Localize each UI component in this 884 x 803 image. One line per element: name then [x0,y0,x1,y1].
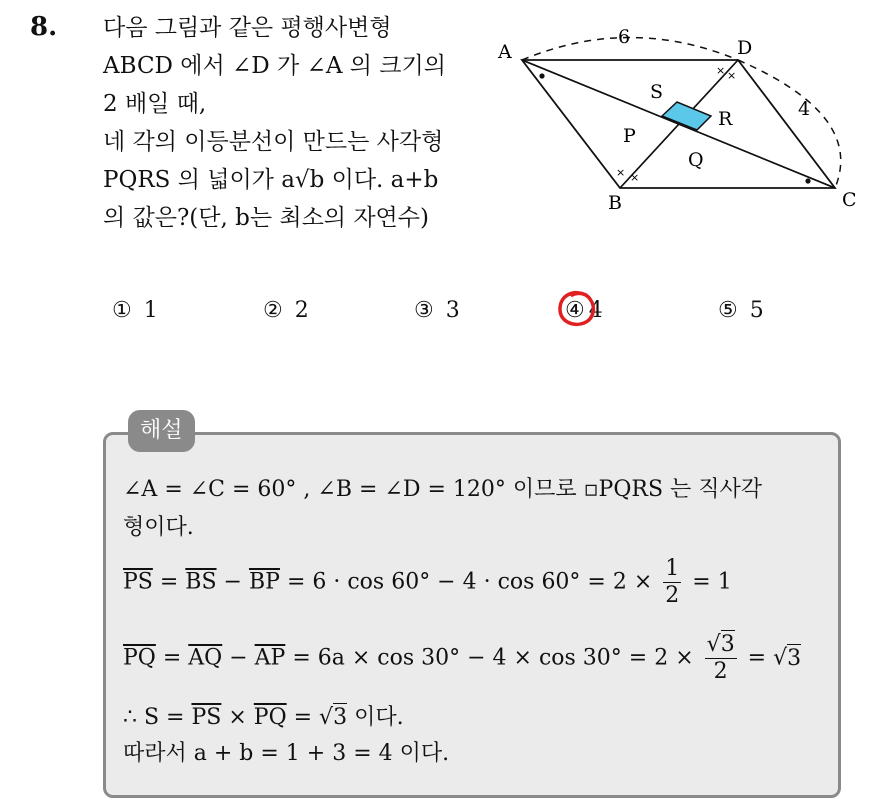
segment-BS: $\overline{BS}$ [185,569,217,595]
line3-result: = 1 [685,569,732,595]
segment-PQ: $\overline{PQ}$ [253,705,287,730]
choice-1-value: 1 [143,298,158,323]
label-B: B [608,192,622,214]
question-line-4: 네 각의 이등분선이 만드는 사각형 [103,129,444,155]
fraction-root3-half [705,632,737,685]
label-R: R [718,108,733,130]
choice-4-value: 4 [588,298,603,323]
label-A: A [498,41,512,63]
angle-mark-B1: × [616,166,626,179]
question-line-1: 다음 그림과 같은 평행사변형 [103,15,392,41]
side-label-AD: 6 [618,26,631,48]
choice-5[interactable] [718,298,764,323]
choice-2-value: 2 [294,298,309,323]
fraction-denominator: 2 [665,583,680,608]
angle-mark-B2: × [630,171,640,184]
side-label-DC: 4 [798,98,811,120]
segment-PS: $\overline{PS}$ [191,705,222,730]
label-C: C [842,189,857,211]
choice-3-value: 3 [445,298,460,323]
fraction-numerator: 1 [665,556,680,581]
line5-suffix: 이다. [347,705,404,730]
equals: = [155,645,189,671]
minus: − [222,645,255,671]
solution-line-3 [123,556,732,609]
line4-expression: = 6a × cos 30° − 4 × cos 30° = 2 × [285,645,701,671]
label-D: D [737,37,753,59]
sqrt-sign: √ [706,632,721,657]
radicand: 3 [333,705,348,730]
question-line-2: ABCD 에서 ∠D 가 ∠A 의 크기의 [103,53,446,79]
rectangle-PQRS [662,102,711,130]
answer-circle-mark [556,289,598,329]
choice-5-number: ⑤ [718,298,738,323]
question-number: 8. [30,12,58,42]
equals: = [740,645,774,671]
equals: = [286,705,320,730]
solution-line-1: ∠A = ∠C = 60° , ∠B = ∠D = 120° 이므로 ▫PQRS 는 직사각 [123,477,763,502]
parallelogram-figure [490,20,870,220]
angle-mark-D1: × [716,64,726,77]
solution-line-5 [123,700,404,731]
choice-4-number: ④ [565,298,585,323]
radicand: 3 [787,645,802,671]
choice-2-number: ② [263,298,283,323]
segment-BP: $\overline{BP}$ [248,569,280,595]
choice-3-number: ③ [414,298,434,323]
solution-line-2: 형이다. [123,515,194,540]
segment-AQ: $\overline{AQ}$ [188,645,223,671]
label-S: S [650,81,664,103]
segment-AP: $\overline{AP}$ [254,645,286,671]
solution-tag: 해설 [128,410,195,452]
question-line-5: PQRS 의 넓이가 a√b 이다. a+b [103,167,439,193]
label-Q: Q [688,149,704,171]
angle-mark-A [539,73,544,78]
angle-mark-D2: × [727,69,737,82]
choice-1-number: ① [112,298,132,323]
radicand: 3 [720,632,735,657]
minus: − [216,569,249,595]
fraction-denominator: 2 [713,659,728,684]
question-line-6: 의 값은?(단, b는 최소의 자연수) [103,205,429,231]
times: × [221,705,254,730]
choice-5-value: 5 [749,298,764,323]
therefore-area: ∴ S = [123,705,192,730]
segment-PS: $\overline{PS}$ [123,569,153,595]
segment-PQ: $\overline{PQ}$ [123,645,156,671]
line3-expression: = 6 · cos 60° − 4 · cos 60° = 2 × [279,569,660,595]
choice-1[interactable] [112,298,158,323]
choice-3[interactable] [414,298,460,323]
solution-line-6: 따라서 a + b = 1 + 3 = 4 이다. [123,741,450,766]
label-P: P [623,125,636,147]
angle-mark-C [805,178,810,183]
solution-line-4 [123,632,801,685]
fraction-numerator [705,632,737,659]
choice-2[interactable] [263,298,309,323]
question-line-3: 2 배일 때, [103,91,207,117]
sqrt-sign: √ [319,705,334,730]
equals: = [152,569,186,595]
fraction-one-half [663,556,681,609]
sqrt-sign: √ [773,645,788,671]
